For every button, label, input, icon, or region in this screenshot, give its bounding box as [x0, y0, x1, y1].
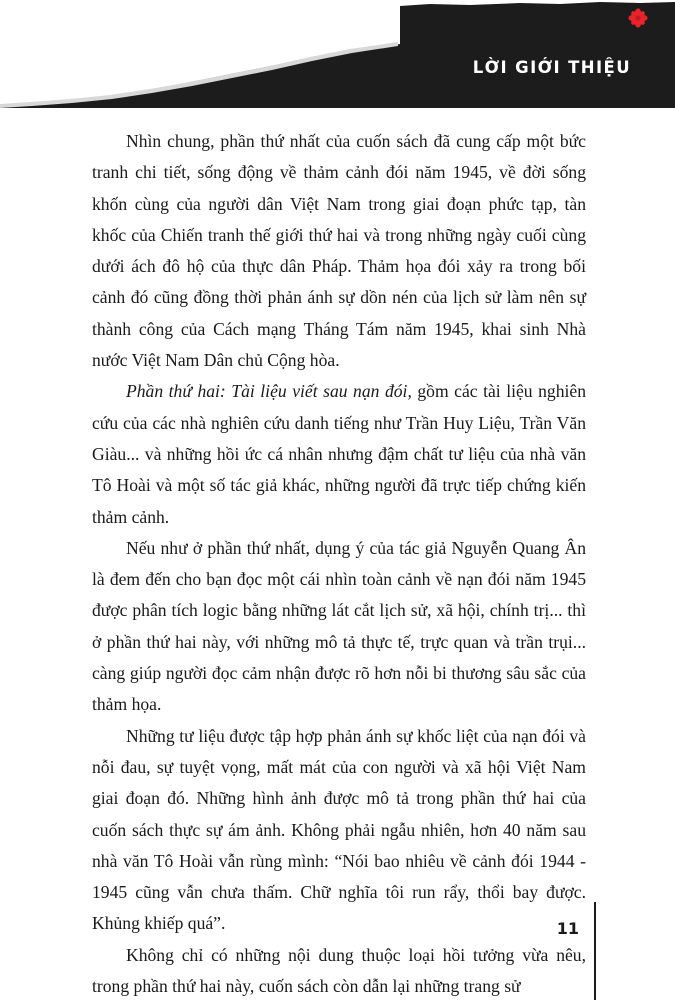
page-number: 11	[556, 919, 579, 938]
footer-vertical-rule	[594, 902, 596, 1000]
paragraph: Nếu như ở phần thứ nhất, dụng ý của tác giả Nguyễn Quang Ân là đem đến cho bạn đọc một cái nhìn toàn cảnh về nạn đói năm 1945 được phân tích logic bằng những lát cắt lịch sử, xã hội, chính trị... thì ở phần thứ hai này, với những mô tả thực tế, trực quan và trần trụi... càng giúp người đọc cảm nhận được rõ hơn nỗi bi thương sâu sắc của thảm họa.	[92, 537, 586, 715]
page-title: LỜI GIỚI THIỆU	[472, 58, 631, 77]
document-body	[92, 126, 586, 1002]
paragraph: Không chỉ có những nội dung thuộc loại hồi tưởng vừa nêu, trong phần thứ hai này, cuốn sách còn dẫn lại những trang sử	[92, 944, 586, 997]
torn-paper-edge	[0, 0, 675, 108]
paragraph-text: gồm các tài liệu nghiên cứu của các nhà nghiên cứu danh tiếng như Trần Huy Liệu, Trần Văn Giàu... và những hồi ức cá nhân nhưng đậm chất tư liệu của nhà văn Tô Hoài và một số tác giả khác, những người đã trực tiếp chứng kiến thảm cảnh.	[92, 381, 586, 527]
paragraph: Nhìn chung, phần thứ nhất của cuốn sách đã cung cấp một bức tranh chi tiết, sống động về thảm cảnh đói năm 1945, về đời sống khốn cùng của người dân Việt Nam trong giai đoạn phức tạp, tàn khốc của Chiến tranh thế giới thứ hai và trong những ngày cuối cùng dưới ách đô hộ của thực dân Pháp. Thảm họa đói xảy ra trong bối cảnh đó cũng đồng thời phản ánh sự dồn nén của lịch sử làm nên sự thành công của Cách mạng Tháng Tám năm 1945, khai sinh Nhà nước Việt Nam Dân chủ Cộng hòa.	[92, 131, 586, 371]
page-header	[0, 0, 675, 108]
paragraph: Những tư liệu được tập hợp phản ánh sự khốc liệt của nạn đói và nỗi đau, sự tuyệt vọng, mất mát của con người và xã hội Việt Nam giai đoạn đó. Những hình ảnh được mô tả trong phần thứ hai của cuốn sách thực sự ám ảnh. Không phải ngẫu nhiên, hơn 40 năm sau nhà văn Tô Hoài vẫn rùng mình: “Nói bao nhiêu về cảnh đói 1944 - 1945 cũng vẫn chưa thấm. Chữ nghĩa tôi run rẩy, thổi bay được. Khủng khiếp quá”.	[92, 725, 586, 934]
paragraph	[92, 376, 586, 532]
flower-icon	[628, 8, 648, 28]
paragraph-italic-lead: Phần thứ hai: Tài liệu viết sau nạn đói,	[126, 381, 412, 402]
